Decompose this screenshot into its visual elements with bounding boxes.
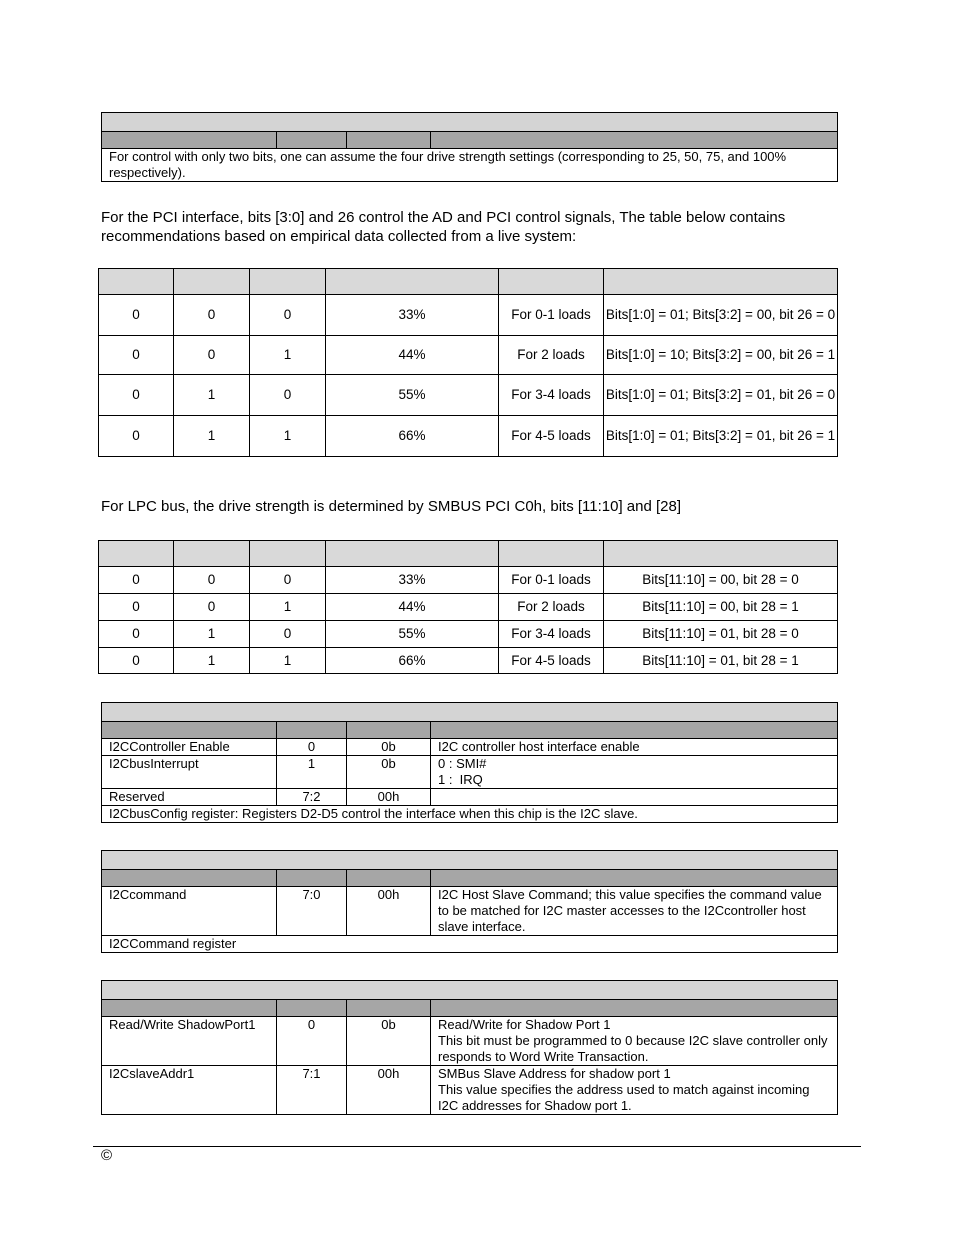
table-note-row — [102, 149, 838, 182]
field-description — [431, 1017, 838, 1066]
field-default: 0b — [347, 1017, 431, 1066]
i2cbusconfig-register-table — [101, 702, 838, 823]
desc-line: Read/Write for Shadow Port 1 — [438, 1017, 611, 1032]
cell: Bits[1:0] = 10; Bits[3:2] = 00, bit 26 = 1 — [604, 336, 838, 375]
cell: For 2 loads — [499, 594, 604, 621]
footer-rule — [93, 1146, 861, 1147]
cell: 44% — [326, 594, 499, 621]
table-row — [102, 756, 838, 789]
field-default: 00h — [347, 1066, 431, 1115]
table-note-row — [102, 936, 838, 953]
cell: 0 — [99, 336, 174, 375]
field-name: I2CController Enable — [102, 739, 277, 756]
cell: 1 — [174, 375, 250, 416]
cell: For 2 loads — [499, 336, 604, 375]
desc-line: This bit must be programmed to 0 because I2C slave controller only responds to Word Write Transaction. — [438, 1033, 828, 1064]
field-name: I2Ccommand — [102, 887, 277, 936]
cell: For 4-5 loads — [499, 648, 604, 674]
table-title-row — [102, 703, 838, 722]
table-note-row — [102, 806, 838, 823]
cell: 0 — [174, 567, 250, 594]
cell: 33% — [326, 567, 499, 594]
field-bits: 0 — [277, 739, 347, 756]
pci-drive-strength-table — [98, 268, 838, 457]
table-row — [102, 789, 838, 806]
field-bits: 7:2 — [277, 789, 347, 806]
cell: 1 — [174, 621, 250, 648]
cell: 0 — [99, 648, 174, 674]
field-description: I2C Host Slave Command; this value specifies the command value to be matched for I2C master accesses to the I2Ccontroller host slave interface. — [431, 887, 838, 936]
cell: For 4-5 loads — [499, 416, 604, 457]
cell: 1 — [174, 416, 250, 457]
table-title-row — [102, 113, 838, 132]
cell: Bits[1:0] = 01; Bits[3:2] = 01, bit 26 = 1 — [604, 416, 838, 457]
cell: 0 — [250, 295, 326, 336]
table-note: I2CbusConfig register: Registers D2-D5 control the interface when this chip is the I2C slave. — [102, 806, 838, 823]
cell: 0 — [99, 594, 174, 621]
field-bits: 1 — [277, 756, 347, 789]
cell: 55% — [326, 375, 499, 416]
cell: 0 — [99, 621, 174, 648]
cell: 0 — [250, 567, 326, 594]
table-header-row — [99, 269, 838, 295]
table-row — [99, 648, 838, 674]
field-description — [431, 789, 838, 806]
cell: 44% — [326, 336, 499, 375]
field-name: I2CslaveAddr1 — [102, 1066, 277, 1115]
cell: 0 — [250, 375, 326, 416]
table-row — [99, 621, 838, 648]
table-row — [99, 336, 838, 375]
cell: For 3-4 loads — [499, 375, 604, 416]
cell: Bits[11:10] = 01, bit 28 = 0 — [604, 621, 838, 648]
table-row — [99, 416, 838, 457]
field-description — [431, 756, 838, 789]
field-description — [431, 1066, 838, 1115]
table-header-row — [102, 870, 838, 887]
i2c-shadow-port-register-table — [101, 980, 838, 1115]
table-note: I2CCommand register — [102, 936, 838, 953]
cell: Bits[1:0] = 01; Bits[3:2] = 00, bit 26 = 0 — [604, 295, 838, 336]
cell: 0 — [174, 594, 250, 621]
table-header-row — [102, 722, 838, 739]
field-bits: 7:0 — [277, 887, 347, 936]
cell: Bits[11:10] = 01, bit 28 = 1 — [604, 648, 838, 674]
cell: Bits[1:0] = 01; Bits[3:2] = 01, bit 26 = 0 — [604, 375, 838, 416]
table-row — [102, 887, 838, 936]
lpc-drive-strength-table — [98, 540, 838, 674]
field-description: I2C controller host interface enable — [431, 739, 838, 756]
field-name: Reserved — [102, 789, 277, 806]
cell: For 3-4 loads — [499, 621, 604, 648]
table-title-row — [102, 851, 838, 870]
pci-paragraph: For the PCI interface, bits [3:0] and 26 control the AD and PCI control signals, The table below contains recommendations based on empirical data collected from a live system: — [101, 209, 786, 245]
table-title-row — [102, 981, 838, 1000]
lpc-paragraph: For LPC bus, the drive strength is determined by SMBUS PCI C0h, bits [11:10] and [28] — [101, 498, 682, 515]
cell: For 0-1 loads — [499, 567, 604, 594]
cell: 1 — [250, 648, 326, 674]
cell: 66% — [326, 416, 499, 457]
table-header-row — [102, 1000, 838, 1017]
cell: Bits[11:10] = 00, bit 28 = 1 — [604, 594, 838, 621]
cell: 0 — [250, 621, 326, 648]
field-bits: 0 — [277, 1017, 347, 1066]
cell: 66% — [326, 648, 499, 674]
cell: 0 — [174, 295, 250, 336]
cell: 0 — [99, 416, 174, 457]
field-name: I2CbusInterrupt — [102, 756, 277, 789]
table-row — [102, 1017, 838, 1066]
cell: 0 — [99, 295, 174, 336]
i2ccommand-register-table — [101, 850, 838, 953]
cell: 1 — [250, 336, 326, 375]
cell: 0 — [174, 336, 250, 375]
table-header-row — [99, 541, 838, 567]
cell: 0 — [99, 567, 174, 594]
table-header-row — [102, 132, 838, 149]
table-row — [102, 739, 838, 756]
cell: 1 — [250, 416, 326, 457]
table-row — [99, 594, 838, 621]
cell: For 0-1 loads — [499, 295, 604, 336]
cell: 0 — [99, 375, 174, 416]
table-row — [102, 1066, 838, 1115]
desc-line: 0 : SMI# — [438, 756, 487, 771]
field-default: 0b — [347, 739, 431, 756]
table-note: For control with only two bits, one can assume the four drive strength settings (corresponding to 25, 50, 75, and 100% respectively). — [102, 149, 838, 182]
cell: 55% — [326, 621, 499, 648]
field-bits: 7:1 — [277, 1066, 347, 1115]
cell: 33% — [326, 295, 499, 336]
field-default: 00h — [347, 789, 431, 806]
table-row — [99, 567, 838, 594]
cell: Bits[11:10] = 00, bit 28 = 0 — [604, 567, 838, 594]
desc-line: SMBus Slave Address for shadow port 1 — [438, 1066, 671, 1081]
cell: 1 — [174, 648, 250, 674]
field-default: 00h — [347, 887, 431, 936]
table-row — [99, 295, 838, 336]
field-name: Read/Write ShadowPort1 — [102, 1017, 277, 1066]
copyright-symbol: © — [101, 1147, 113, 1164]
table-row — [99, 375, 838, 416]
desc-line: This value specifies the address used to match against incoming I2C addresses for Shadow port 1. — [438, 1082, 810, 1113]
desc-line: 1 : IRQ — [438, 772, 483, 787]
cell: 1 — [250, 594, 326, 621]
field-default: 0b — [347, 756, 431, 789]
drive-strength-register-table — [101, 112, 838, 182]
